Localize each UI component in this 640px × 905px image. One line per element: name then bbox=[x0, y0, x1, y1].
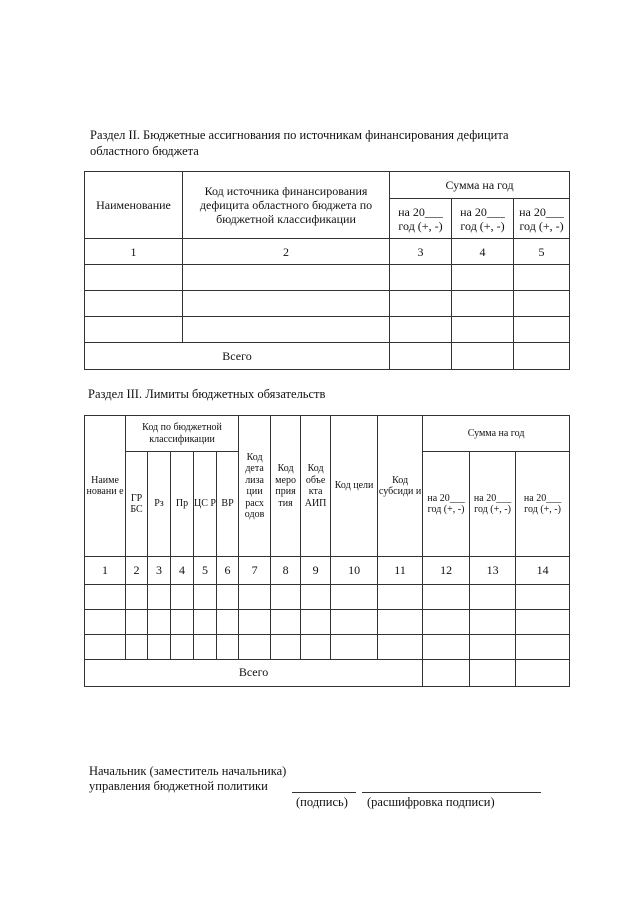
s2-header-sum: Сумма на год bbox=[390, 172, 570, 199]
s2-cell bbox=[452, 317, 514, 343]
s2-cell bbox=[390, 317, 452, 343]
s3-cell bbox=[271, 610, 301, 635]
s3-header-year1: на 20___ год (+, -) bbox=[423, 452, 470, 557]
s3-cell bbox=[331, 610, 378, 635]
s2-cell bbox=[390, 265, 452, 291]
s3-cell bbox=[331, 635, 378, 660]
signature-title-line2: управления бюджетной политики bbox=[89, 779, 268, 793]
s2-col-number: 2 bbox=[183, 239, 390, 265]
s3-cell bbox=[171, 585, 194, 610]
s3-cell bbox=[423, 610, 470, 635]
s3-cell bbox=[378, 635, 423, 660]
s3-cell bbox=[171, 635, 194, 660]
s3-empty-row bbox=[85, 610, 570, 635]
s3-col-number: 5 bbox=[194, 557, 217, 585]
s3-cell bbox=[423, 635, 470, 660]
s2-col-number: 4 bbox=[452, 239, 514, 265]
s2-empty-row bbox=[85, 265, 570, 291]
s3-header-year2: на 20___ год (+, -) bbox=[470, 452, 516, 557]
s3-col-number: 4 bbox=[171, 557, 194, 585]
s2-header-year1: на 20___ год (+, -) bbox=[390, 199, 452, 239]
s3-cell bbox=[331, 585, 378, 610]
signature-title-line1: Начальник (заместитель начальника) bbox=[89, 764, 287, 778]
s3-cell bbox=[239, 635, 271, 660]
signature-decode-caption: (расшифровка подписи) bbox=[367, 795, 495, 809]
s3-col-number: 13 bbox=[470, 557, 516, 585]
s3-header-vr: ВР bbox=[217, 452, 239, 557]
s3-header-subsidy: Код субсиди и bbox=[378, 416, 423, 557]
s3-cell bbox=[85, 585, 126, 610]
s2-cell bbox=[85, 317, 183, 343]
s3-col-number: 12 bbox=[423, 557, 470, 585]
s2-header-year2: на 20___ год (+, -) bbox=[452, 199, 514, 239]
s2-cell bbox=[514, 343, 570, 370]
s3-cell bbox=[271, 635, 301, 660]
s3-cell bbox=[239, 585, 271, 610]
s3-header-object: Код объе кта АИП bbox=[301, 416, 331, 557]
s3-cell bbox=[470, 585, 516, 610]
s3-cell bbox=[171, 610, 194, 635]
s3-header-year3: на 20___ год (+, -) bbox=[516, 452, 570, 557]
s3-cell bbox=[194, 585, 217, 610]
s3-total-row bbox=[85, 660, 570, 687]
s3-header-rz: Рз bbox=[148, 452, 171, 557]
s2-header-year3: на 20___ год (+, -) bbox=[514, 199, 570, 239]
section2-table bbox=[84, 171, 570, 370]
s3-cell bbox=[148, 610, 171, 635]
s2-col-number: 1 bbox=[85, 239, 183, 265]
s3-cell bbox=[423, 585, 470, 610]
s3-cell bbox=[423, 660, 470, 687]
section2-title-line2: областного бюджета bbox=[90, 144, 199, 158]
s3-cell bbox=[271, 585, 301, 610]
signature-caption: (подпись) bbox=[296, 795, 348, 809]
s3-header-pr: Пр bbox=[171, 452, 194, 557]
s3-cell bbox=[301, 610, 331, 635]
s2-total-row bbox=[85, 343, 570, 370]
s2-cell bbox=[452, 291, 514, 317]
s3-col-number: 14 bbox=[516, 557, 570, 585]
s3-col-number: 1 bbox=[85, 557, 126, 585]
s3-cell bbox=[516, 660, 570, 687]
s2-cell bbox=[514, 291, 570, 317]
signature-decode-line bbox=[362, 792, 541, 793]
s2-cell bbox=[183, 265, 390, 291]
s2-column-number-row bbox=[85, 239, 570, 265]
s3-empty-row bbox=[85, 635, 570, 660]
s3-cell bbox=[470, 635, 516, 660]
s2-col-number: 5 bbox=[514, 239, 570, 265]
s2-header-code: Код источника финансирования дефицита областного бюджета по бюджетной классификации bbox=[183, 172, 390, 239]
s3-cell bbox=[378, 610, 423, 635]
s3-total-label: Всего bbox=[85, 660, 423, 687]
s2-cell bbox=[514, 265, 570, 291]
s3-header-grbs: ГР БС bbox=[126, 452, 148, 557]
s2-empty-row bbox=[85, 291, 570, 317]
s3-cell bbox=[301, 585, 331, 610]
signature-line bbox=[292, 792, 356, 793]
s3-cell bbox=[126, 610, 148, 635]
s2-cell bbox=[452, 343, 514, 370]
s3-cell bbox=[126, 635, 148, 660]
s2-cell bbox=[390, 343, 452, 370]
s3-cell bbox=[217, 610, 239, 635]
s3-cell bbox=[85, 610, 126, 635]
s3-col-number: 10 bbox=[331, 557, 378, 585]
s3-header-goal: Код цели bbox=[331, 416, 378, 557]
s3-cell bbox=[217, 585, 239, 610]
s3-cell bbox=[470, 610, 516, 635]
s2-header-name: Наименование bbox=[85, 172, 183, 239]
s3-col-number: 7 bbox=[239, 557, 271, 585]
s3-column-number-row bbox=[85, 557, 570, 585]
s2-cell bbox=[452, 265, 514, 291]
s3-cell bbox=[470, 660, 516, 687]
s3-col-number: 2 bbox=[126, 557, 148, 585]
s3-col-number: 3 bbox=[148, 557, 171, 585]
s2-total-label: Всего bbox=[85, 343, 390, 370]
s3-cell bbox=[194, 635, 217, 660]
s2-cell bbox=[183, 317, 390, 343]
s3-header-event: Код меро прия тия bbox=[271, 416, 301, 557]
s3-cell bbox=[378, 585, 423, 610]
section3-title: Раздел III. Лимиты бюджетных обязательств bbox=[88, 387, 326, 401]
s3-cell bbox=[301, 635, 331, 660]
s3-header-name: Наиме новани е bbox=[85, 416, 126, 557]
s2-col-number: 3 bbox=[390, 239, 452, 265]
s2-cell bbox=[85, 265, 183, 291]
s3-col-number: 9 bbox=[301, 557, 331, 585]
s3-cell bbox=[148, 585, 171, 610]
s3-col-number: 11 bbox=[378, 557, 423, 585]
s3-cell bbox=[239, 610, 271, 635]
s3-cell bbox=[516, 635, 570, 660]
s2-cell bbox=[390, 291, 452, 317]
s2-cell bbox=[514, 317, 570, 343]
s3-col-number: 6 bbox=[217, 557, 239, 585]
s3-header-csr: ЦС Р bbox=[194, 452, 217, 557]
s3-cell bbox=[194, 610, 217, 635]
s3-cell bbox=[217, 635, 239, 660]
s3-header-budget-class: Код по бюджетной классификации bbox=[126, 416, 239, 452]
s2-empty-row bbox=[85, 317, 570, 343]
s2-cell bbox=[183, 291, 390, 317]
s3-header-detail: Код дета лиза ции расх одов bbox=[239, 416, 271, 557]
section3-table bbox=[84, 415, 570, 687]
s2-cell bbox=[85, 291, 183, 317]
s3-col-number: 8 bbox=[271, 557, 301, 585]
s3-empty-row bbox=[85, 585, 570, 610]
s3-cell bbox=[516, 610, 570, 635]
s3-cell bbox=[126, 585, 148, 610]
section2-title-line1: Раздел II. Бюджетные ассигнования по источникам финансирования дефицита bbox=[90, 128, 509, 142]
s3-header-sum: Сумма на год bbox=[423, 416, 570, 452]
s3-cell bbox=[148, 635, 171, 660]
s3-cell bbox=[85, 635, 126, 660]
s3-cell bbox=[516, 585, 570, 610]
